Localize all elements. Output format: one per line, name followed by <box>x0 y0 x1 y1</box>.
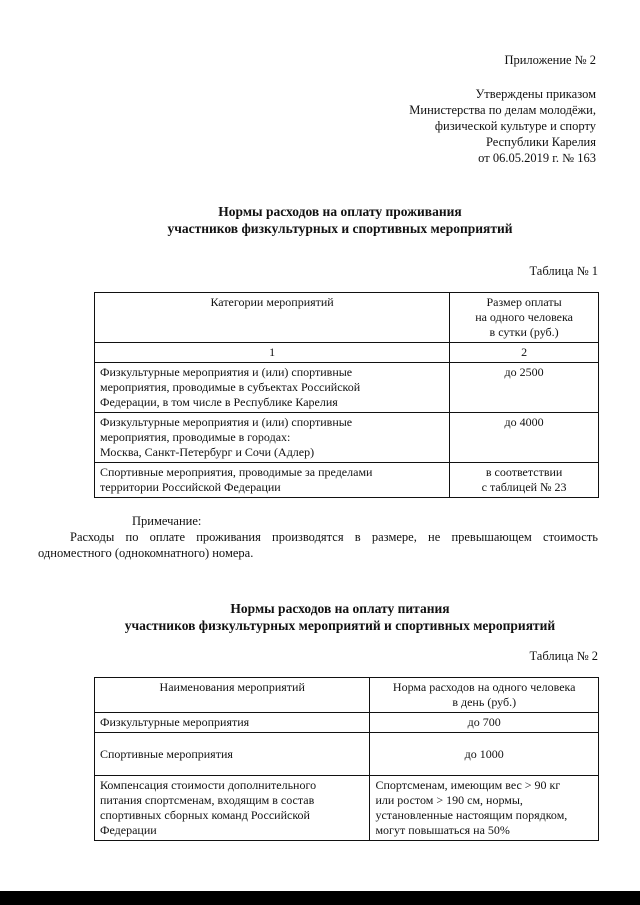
table1-header-row <box>95 293 599 343</box>
appendix-number: Приложение № 2 <box>504 53 596 67</box>
table2-header-norm: Норма расходов на одного человека в день (руб.) <box>370 678 599 713</box>
table1-header-amount: Размер оплаты на одного человека в сутки (руб.) <box>450 293 599 343</box>
table1-label: Таблица № 1 <box>529 264 598 278</box>
section1-title-line: участников физкультурных и спортивных мероприятий <box>167 221 513 236</box>
table2-header-name: Наименования мероприятий <box>95 678 370 713</box>
table1-header-categories: Категории мероприятий <box>95 293 450 343</box>
table1-col-number: 1 <box>95 343 450 363</box>
table2-name-cell: Компенсация стоимости дополнительного питания спортсменам, входящим в состав спортивных сборных команд Российской Федерации <box>95 776 370 841</box>
table1-amount-cell: до 4000 <box>450 413 599 463</box>
table2-norm-cell: Спортсменам, имеющим вес > 90 кг или ростом > 190 см, нормы, установленные настоящим порядком, могут повышаться на 50% <box>370 776 599 841</box>
table-row <box>95 463 599 498</box>
table-row <box>95 713 599 733</box>
table1-category-cell: Спортивные мероприятия, проводимые за пределами территории Российской Федерации <box>95 463 450 498</box>
table2-header-row <box>95 678 599 713</box>
table1-col-number: 2 <box>450 343 599 363</box>
approval-header <box>409 52 596 166</box>
note-title: Примечание: <box>132 514 202 528</box>
section2-title-line: Нормы расходов на оплату питания <box>230 601 450 616</box>
section2-title <box>40 600 640 634</box>
table-row <box>95 776 599 841</box>
approval-line: Утверждены приказом <box>475 87 596 101</box>
approval-line: Министерства по делам молодёжи, <box>409 103 596 117</box>
section1-title-line: Нормы расходов на оплату проживания <box>218 204 462 219</box>
scan-border <box>0 891 640 905</box>
table2-name-cell: Физкультурные мероприятия <box>95 713 370 733</box>
section2-title-line: участников физкультурных мероприятий и спортивных мероприятий <box>124 618 556 633</box>
table2-label: Таблица № 2 <box>529 649 598 663</box>
table-row <box>95 733 599 776</box>
table1-amount-cell: до 2500 <box>450 363 599 413</box>
table2-meals <box>94 677 599 841</box>
approval-line: физической культуре и спорту <box>434 119 596 133</box>
table2-norm-cell: до 1000 <box>370 733 599 776</box>
table1-category-cell: Физкультурные мероприятия и (или) спортивные мероприятия, проводимые в городах: Москва, Санкт-Петербург и Сочи (Адлер) <box>95 413 450 463</box>
table1-amount-cell: в соответствии с таблицей № 23 <box>450 463 599 498</box>
table-row <box>95 363 599 413</box>
table1-note <box>38 513 598 561</box>
table2-norm-cell: до 700 <box>370 713 599 733</box>
approval-line: Республики Карелия <box>485 135 596 149</box>
approval-line: от 06.05.2019 г. № 163 <box>478 151 596 165</box>
table1-number-row <box>95 343 599 363</box>
note-text: Расходы по оплате проживания производятся в размере, не превышающем стоимость одноместного (однокомнатного) номера. <box>38 530 598 560</box>
table1-category-cell: Физкультурные мероприятия и (или) спортивные мероприятия, проводимые в субъектах Российской Федерации, в том числе в Республике Карелия <box>95 363 450 413</box>
section1-title <box>40 203 640 237</box>
table2-name-cell: Спортивные мероприятия <box>95 733 370 776</box>
table1-accommodation <box>94 292 599 498</box>
table-row <box>95 413 599 463</box>
